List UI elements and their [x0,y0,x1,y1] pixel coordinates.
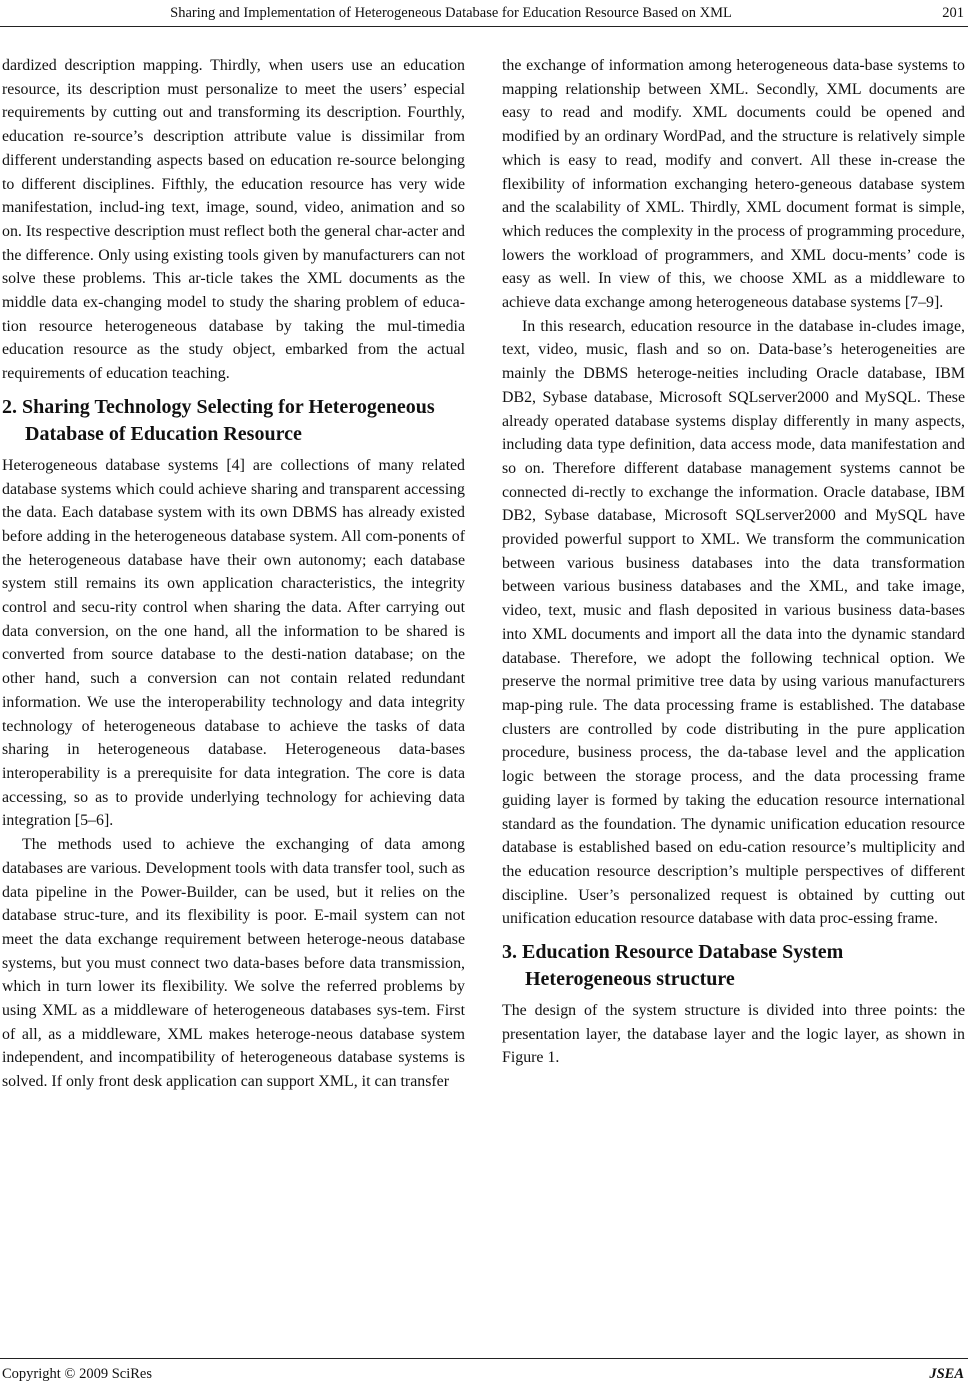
section-3-heading: 3. Education Resource Database System Heterogeneous structure [502,941,844,991]
footer-rule [0,1358,968,1359]
header-rule [0,26,968,27]
page-header [0,0,968,28]
section-2-heading: 2. Sharing Technology Selecting for Heterogeneous Database of Education Resource [2,395,435,445]
paragraph-continued-left: dardized description mapping. Thirdly, when users use an education resource, its description must personalize to meet the users’ especial requirements by cutting out and transforming its description. Fourthly, education re-source’s description attribute value is dissimilar from different understanding aspects based on education re-source belonging to different disciplines. Fifthly, the education resource has very wide manifestation, includ-ing text, image, sound, video, animation and so on. Its respective description must reflect both the general char-acter and the difference. Only using existing tools given by manufacturers can not solve these problems. This ar-ticle takes the XML documents as the middle data ex-changing model to study the sharing problem of educa-tion resource heterogeneous database by taking the mul-timedia education resource as the study object, embarked from the actual requirements of education teaching. [2,57,465,383]
paragraph-exchange-methods: The methods used to achieve the exchanging of data among databases are various. Development tools with data transfer tool, such as data pipeline in the Power-Builder, can be used, but it relies on the database struc-ture, and its flexibility is poor. E-mail system can not meet the data exchange requirement between heteroge-neous database systems, but you must connect two data-bases before data transmission, which in turn lower its flexibility. We solve the referred problems by using XML as a middleware of heterogeneous databases sys-tem. First of all, as a middleware, XML makes heteroge-neous database system independent, and incompatibility of heterogeneous database systems is solved. If only front desk application can support XML, it can transfer [2,836,465,1091]
paragraph-continued-right: the exchange of information among heterogeneous data-base systems to mapping relationship between XML. Secondly, XML documents are easy to read and modify. XML documents could be opened and modified by an ordinary WordPad, and the structure is relatively simple which is easy to read, modify and convert. All these in-crease the flexibility of information exchanging hetero-geneous database system and the scalability of XML. Thirdly, XML document format is simple, which reduces the complexity in the process of programming procedure, lowers the workload of programmers, and XML docu-ments’ code is easy as well. In view of this, we choose XML as a middleware to achieve data exchange among heterogeneous database systems [7–9]. [502,57,965,312]
page-footer [0,1358,968,1382]
copyright-notice: Copyright © 2009 SciRes [2,1366,152,1382]
left-column [2,54,465,1094]
running-title: Sharing and Implementation of Heterogeneous Database for Education Resource Based on XML [170,5,732,21]
right-column [502,54,965,1070]
paragraph-research: In this research, education resource in the database in-cludes image, text, video, music, flash and so on. Data-base’s heterogeneities are mainly the DBMS heteroge-neities including Oracle database, IBM DB2, Sybase database, Microsoft SQLserver2000 and MySQL. These already operated database systems display differently in many aspects, including data type definition, data access mode, data manifestation and so on. Therefore different database management systems cannot be connected di-rectly to exchange the information. Oracle database, IBM DB2, Sybase database, Microsoft SQLserver2000 and MySQL have provided powerful support to XML. We transform the communication between various business databases into the data transformation between various business databases and the XML, and take image, video, text, music and flash deposited in various business data-bases into XML documents and import all the data into the dynamic standard database. Therefore, we adopt the following technical option. We preserve the normal primitive tree data by using various manufacturers map-ping rule. The data processing frame is established. The database clusters are controlled by code distributing in the pure application procedure, business process, the da-tabase level and the application logic between the storage process, and the data processing frame guiding layer is formed by taking the education resource international standard as the foundation. The dynamic unification education resource database is established based on edu-cation resource’s multiplicity and the education resource description’s multiple perspectives of different discipline. User’s personalized request is obtained by cutting out unification education resource database with data proc-essing frame. [502,317,965,928]
page-number: 201 [942,5,964,21]
journal-name: JSEA [929,1366,964,1382]
paragraph-system-structure: The design of the system structure is divided into three points: the presentation layer, the database layer and the logic layer, as shown in Figure 1. [502,1002,965,1067]
paragraph-heterogeneous-systems: Heterogeneous database systems [4] are collections of many related database systems which could achieve sharing and transparent accessing the data. Each database system with its own DBMS has already existed before adding in the heterogeneous database system. All com-ponents of the heterogeneous database have their own autonomy; each database system still remains its own application characteristics, the integrity control and secu-rity control when sharing the data. After carrying out data conversion, on the one hand, all the information to be shared is converted from source database to the desti-nation database; on the other hand, such a conversion can not contain related redundant information. We use the interoperability technology and data integrity technology of heterogeneous database to achieve the tasks of data sharing in heterogeneous database. Heterogeneous data-bases interoperability is a prerequisite for data integration. The core is data accessing, so as to provide underlying technology for achieving data integration [5–6]. [2,456,465,830]
